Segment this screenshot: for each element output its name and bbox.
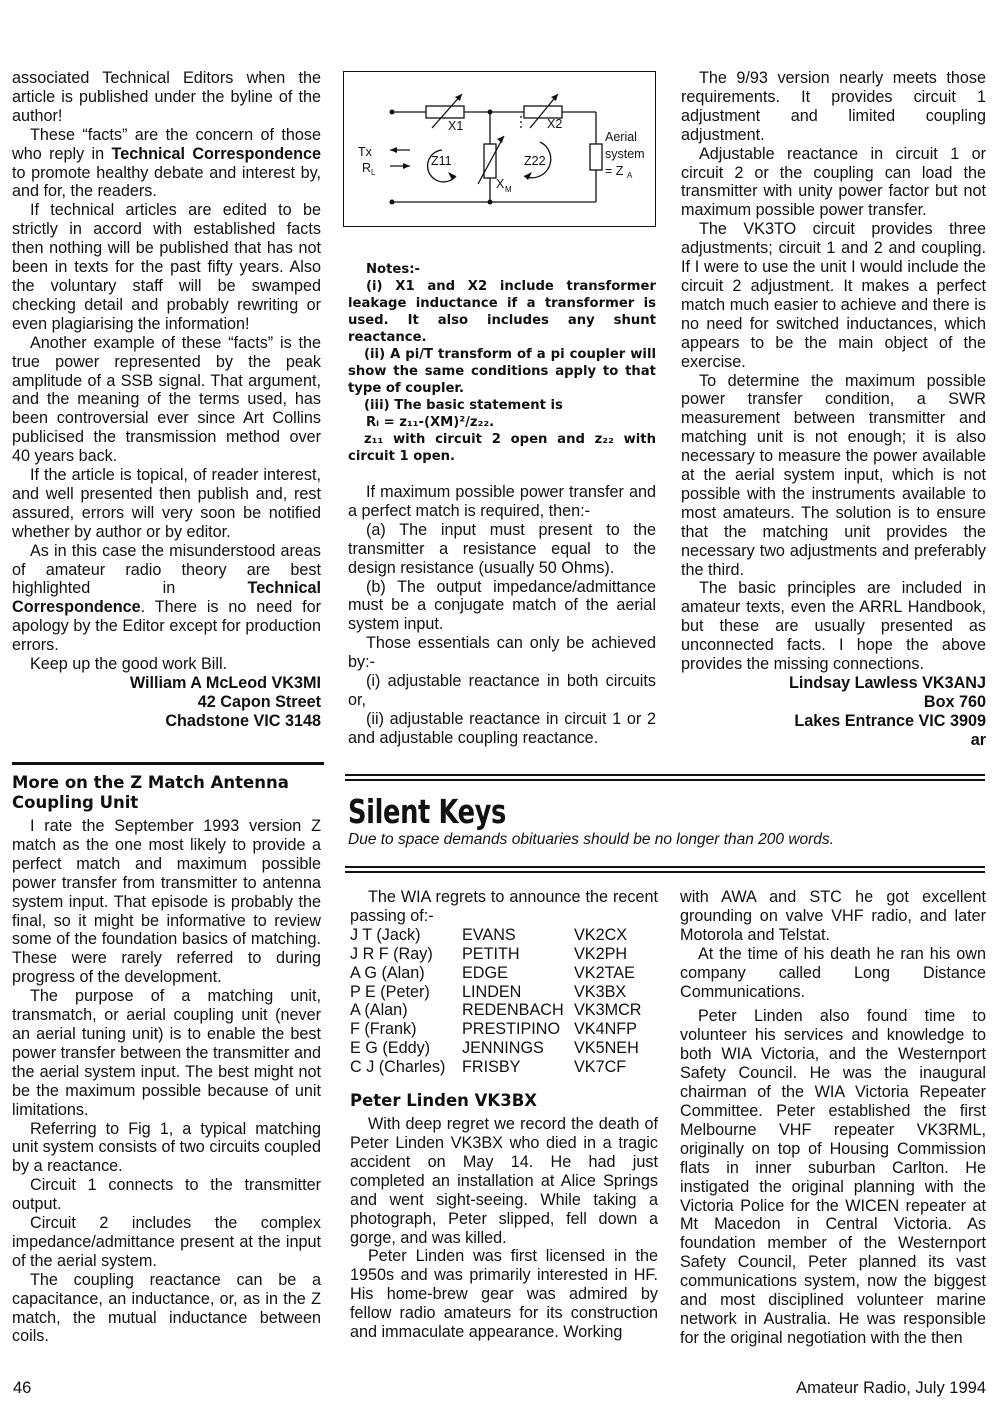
- passing-callsign: VK2TAE: [574, 963, 635, 982]
- passing-surname: LINDEN: [462, 982, 522, 1001]
- silent-keys-subtitle: Due to space demands obituaries should be no longer than 200 words.: [348, 831, 834, 848]
- paragraph: Another example of these “facts” is the true power represented by the peak amplitude of a SSB signal. That argument, and the meaning of the terms used, has been controversial ever since Art Collins publicised the transmission method over 40 years back.: [12, 333, 321, 466]
- passing-callsign: VK3BX: [574, 982, 627, 1001]
- xm-sub: M: [505, 185, 512, 194]
- paragraph-text: to promote healthy debate and interest by, and for, the readers.: [12, 163, 321, 201]
- passing-callsign: VK2CX: [574, 925, 628, 944]
- silent-keys-title: Silent Keys: [348, 792, 506, 831]
- divider-silent-keys-bottom: [345, 866, 985, 868]
- passing-callsign: VK3MCR: [574, 1001, 642, 1020]
- note-i: (i) X1 and X2 include transformer leakage inductance if a transformer is used. It also includes any shunt reactance.: [348, 279, 656, 345]
- passing-name: A G (Alan): [350, 963, 425, 982]
- note-ii: (ii) A pi/T transform of a pi coupler will show the same conditions apply to that type of coupler.: [348, 347, 656, 396]
- paragraph-text: These “facts” are the concern of those who reply in: [12, 125, 321, 163]
- passing-row: [350, 1058, 644, 1077]
- paragraph: associated Technical Editors when the article is published under the byline of the author!: [12, 69, 321, 125]
- passing-name: E G (Eddy): [350, 1039, 431, 1058]
- circuit-diagram: [344, 72, 654, 225]
- signature-line: Lakes Entrance VIC 3909: [794, 711, 986, 730]
- paragraph: The VK3TO circuit provides three adjustments; circuit 1 and 2 and coupling. If I were to use the unit I would include the circuit 2 adjustment. It makes a perfect match much easier to achieve and there is no need for switched inductances, which appears to be the main object of the exercise.: [681, 220, 986, 371]
- paragraph: (b) The output impedance/admittance must be a conjugate match of the aerial system input.: [348, 577, 656, 634]
- passing-row: [350, 926, 644, 945]
- xm-label: X: [496, 177, 505, 191]
- note-z11: z₁₁ with circuit 2 open and z₂₂ with circuit 1 open.: [348, 432, 656, 464]
- paragraph: Circuit 2 includes the complex impedance/admittance present at the input of the aerial system.: [12, 1214, 321, 1270]
- x2-label: X2: [547, 117, 563, 131]
- passing-name: J R F (Ray): [350, 944, 433, 963]
- paragraph: To determine the maximum possible power transfer condition, a SWR measurement between transmitter and matching unit is not enough; it is also necessary to measure the power available at the aerial system input, which is not possible with the instruments available to most amateurs. The solution is to ensure that the matching unit provides the necessary two adjustments and preferably the third.: [681, 371, 986, 579]
- publication-footer: Amateur Radio, July 1994: [796, 1379, 986, 1397]
- signature-lawless: [681, 674, 986, 750]
- paragraph: (a) The input must present to the transmitter a resistance equal to the design resistance (usually 50 Ohms).: [348, 520, 656, 577]
- divider-column-1: [12, 762, 324, 765]
- peter-linden-heading: Peter Linden VK3BX: [350, 1091, 537, 1111]
- z-match-article: [12, 773, 321, 1346]
- passing-surname: FRISBY: [462, 1058, 521, 1077]
- paragraph: Keep up the good work Bill.: [30, 655, 228, 674]
- column-3-letter: [681, 69, 986, 750]
- tc-bold: Technical Correspondence: [12, 579, 321, 617]
- paragraph: The coupling reactance can be a capacitance, an inductance, or, as in the Z match, the mutual inductance between coils.: [12, 1270, 321, 1346]
- passing-surname: JENNINGS: [462, 1039, 544, 1058]
- paragraph-text: As in this case the misunderstood areas of amateur radio theory are best highlighted in: [12, 541, 321, 598]
- x1-label: X1: [448, 119, 464, 133]
- aerial-label: Aerial: [605, 130, 637, 144]
- signature-line: William A McLeod VK3MI: [129, 674, 321, 692]
- signature-line: 42 Capon Street: [197, 692, 321, 711]
- paragraph: I rate the September 1993 version Z match as the one most likely to provide a perfect match and maximum possible power transfer from transmitter to antenna system input. That episode is probably the final, so it might be informative to review some of the foundation basics of matching. These were rarely referred to during progress of the development.: [12, 817, 321, 987]
- paragraph: Adjustable reactance in circuit 1 or circuit 2 or the coupling can load the transmitter with unity power factor but not maximum possible power transfer.: [681, 144, 986, 220]
- end-mark: ar: [970, 730, 986, 749]
- paragraph: The WIA regrets to announce the recent passing of:-: [350, 888, 658, 925]
- signature-line: Lindsay Lawless VK3ANJ: [788, 674, 986, 692]
- paragraph: Those essentials can only be achieved by:-: [348, 634, 656, 672]
- z22-label: Z22: [524, 154, 546, 168]
- figure-notes: [348, 261, 656, 465]
- system-label: system: [605, 147, 645, 161]
- passing-name: F (Frank): [350, 1020, 417, 1039]
- paragraph: [12, 542, 321, 655]
- passing-name: P E (Peter): [350, 982, 430, 1001]
- signature-mcleod: [12, 674, 321, 731]
- paragraph: If maximum possible power transfer and a perfect match is required, then:-: [348, 483, 656, 520]
- circuit-marks: [390, 94, 559, 205]
- paragraph: Peter Linden also found time to volunteer his services and knowledge to both WIA Victoria, and the Westernport Safety Council. He was the inaugural chairman of the WIA Victoria Repeater Committee. Peter established the first Melbourne VHF repeater VK3RML, originally on top of Housing Commission flats in inner suburban Carlton. He instigated the original planning with the Victoria Police for the WICEN repeater at Mt Macedon in Central Victoria. As foundation member of the Westernport Safety Council, Peter planned its vast communications system, now the biggest and most disciplined volunteer marine network in Australia. He was responsible for the original negotiation with the then: [680, 1007, 986, 1347]
- divider-silent-keys-top-2: [345, 779, 985, 781]
- paragraph: If the article is topical, of reader interest, and well presented then publish and, rest assured, errors will very soon be notified whether by author or by editor.: [12, 466, 321, 541]
- z-match-heading: More on the Z Match Antenna Coupling Unit: [12, 773, 289, 812]
- divider-silent-keys-bottom-2: [345, 871, 985, 873]
- note-iii: (iii) The basic statement is: [364, 398, 563, 413]
- passing-surname: PETITH: [462, 944, 520, 963]
- paragraph: At the time of his death he ran his own company called Long Distance Communications.: [680, 944, 986, 1001]
- signature-line: Box 760: [923, 692, 986, 711]
- silent-keys-column-3: [680, 888, 986, 1348]
- passing-name: A (Alan): [350, 1001, 408, 1020]
- z11-label: Z11: [431, 154, 452, 168]
- passings-table: [350, 926, 644, 1077]
- tx-label: Tx: [358, 145, 372, 159]
- paragraph: The 9/93 version nearly meets those requirements. It provides circuit 1 adjustment and limited coupling adjustment.: [681, 69, 986, 144]
- paragraph: The basic principles are included in amateur texts, even the ARRL Handbook, but these are usually presented as unconnected facts. I hope the above provides the missing connections.: [681, 579, 986, 674]
- passing-row: [350, 964, 644, 983]
- column-2-text: [348, 483, 656, 748]
- za-label: = Z: [605, 164, 624, 178]
- figure-1-circuit: [343, 71, 656, 227]
- passing-name: C J (Charles): [350, 1058, 446, 1077]
- passing-row: [350, 1020, 644, 1039]
- note-formula: Rₗ = z₁₁-(XM)²/z₂₂.: [366, 415, 495, 430]
- passing-name: J T (Jack): [350, 925, 421, 944]
- paragraph: If technical articles are edited to be strictly in accord with established facts then nothing will be published that has not been in texts for the past fifty years. Also the voluntary staff will be swamped checking detail and probably rewriting or even plagiarising the information!: [12, 201, 321, 333]
- passing-row: [350, 1001, 644, 1020]
- notes-heading: Notes:-: [366, 262, 420, 277]
- paragraph: (ii) adjustable reactance in circuit 1 or 2 and adjustable coupling reactance.: [348, 709, 656, 747]
- divider-silent-keys-top: [345, 774, 985, 776]
- passing-callsign: VK2PH: [574, 944, 628, 963]
- paragraph: with AWA and STC he got excellent grounding on valve VHF radio, and later Motorola and Telstat.: [680, 888, 986, 944]
- passing-surname: PRESTIPINO: [462, 1020, 561, 1039]
- rl-sub: L: [371, 168, 376, 177]
- paragraph: Referring to Fig 1, a typical matching unit system consists of two circuits coupled by a reactance.: [12, 1119, 321, 1176]
- za-sub: A: [627, 171, 633, 180]
- paragraph: Peter Linden was first licensed in the 1950s and was primarily interested in HF. His home-brew gear was admired by fellow radio amateurs for its construction and immaculate appearance. Working: [350, 1247, 658, 1342]
- passing-surname: EVANS: [462, 925, 516, 944]
- passing-callsign: VK5NEH: [574, 1039, 639, 1058]
- paragraph: (i) adjustable reactance in both circuits or,: [348, 672, 656, 709]
- paragraph: Circuit 1 connects to the transmitter output.: [12, 1176, 321, 1214]
- silent-keys-column-2: [350, 888, 658, 1342]
- signature-line: Chadstone VIC 3148: [165, 711, 321, 730]
- passing-surname: EDGE: [462, 963, 508, 982]
- rl-label: R: [362, 161, 372, 175]
- paragraph: The purpose of a matching unit, transmatch, or aerial coupling unit (never an aerial tuning unit) is to enable the best power transfer between the transmitter and the aerial system input. The best might not be the maximum possible because of unit limitations.: [12, 987, 321, 1119]
- column-1-letter: [12, 69, 321, 731]
- passing-row: [350, 1039, 644, 1058]
- passing-row: [350, 945, 644, 964]
- paragraph-text: . There is no need for apology by the Editor except for production errors.: [12, 598, 321, 655]
- passing-row: [350, 983, 644, 1002]
- passing-callsign: VK4NFP: [574, 1020, 637, 1039]
- paragraph: [12, 126, 321, 202]
- passing-callsign: VK7CF: [574, 1058, 627, 1077]
- passing-surname: REDENBACH: [462, 1001, 564, 1020]
- page-number: 46: [13, 1379, 32, 1397]
- paragraph: With deep regret we record the death of Peter Linden VK3BX who died in a tragic accident on May 14. He had just completed an installation at Alice Springs and went sight-seeing. While taking a photograph, Peter slipped, fell down a gorge, and was killed.: [350, 1115, 658, 1247]
- tc-bold: Technical Correspondence: [111, 144, 321, 163]
